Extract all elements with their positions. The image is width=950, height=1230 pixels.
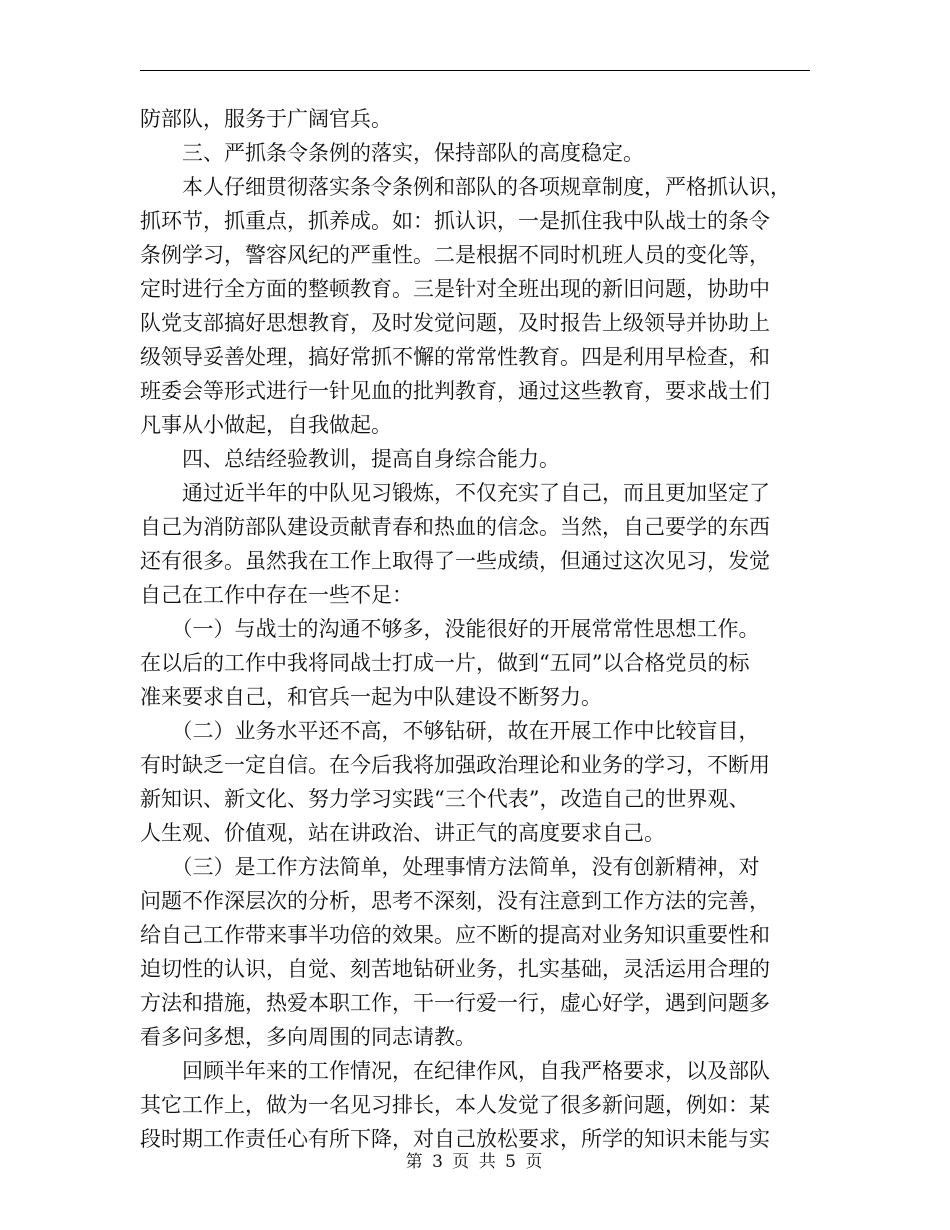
- text-line: 自己为消防部队建设贡献青春和热血的信念。当然，自己要学的东西: [140, 515, 770, 539]
- document-body: [140, 102, 810, 1156]
- text-line: 人生观、价值观，站在讲政治、讲正气的高度要求自己。: [140, 821, 665, 845]
- text-line: 条例学习，警容风纪的严重性。二是根据不同时机班人员的变化等，: [140, 243, 770, 267]
- text-line: 迫切性的认识，自觉、刻苦地钻研业务，扎实基础，灵活运用合理的: [140, 957, 770, 981]
- text-line: （一）与战士的沟通不够多，没能很好的开展常常性思想工作。: [140, 617, 760, 641]
- text-line: 看多问多想，多向周围的同志请教。: [140, 1025, 476, 1049]
- text-line: 给自己工作带来事半功倍的效果。应不断的提高对业务知识重要性和: [140, 923, 770, 947]
- text-line: 凡事从小做起，自我做起。: [140, 413, 392, 437]
- text-line: 方法和措施，热爱本职工作，干一行爱一行，虚心好学，遇到问题多: [140, 991, 770, 1015]
- text-line: 通过近半年的中队见习锻炼，不仅充实了自己，而且更加坚定了: [140, 481, 770, 505]
- text-line: 防部队，服务于广阔官兵。: [140, 107, 392, 131]
- header-rule: [140, 70, 810, 71]
- text-line: 段时期工作责任心有所下降，对自己放松要求，所学的知识未能与实: [140, 1127, 770, 1151]
- text-line: 定时进行全方面的整顿教育。三是针对全班出现的新旧问题，协助中: [140, 277, 770, 301]
- section-heading-4: 四、总结经验教训，提高自身综合能力。: [140, 447, 560, 471]
- section-heading-3: 三、严抓条令条例的落实，保持部队的高度稳定。: [140, 141, 644, 165]
- text-line: 问题不作深层次的分析，思考不深刻，没有注意到工作方法的完善，: [140, 889, 770, 913]
- text-line: 本人仔细贯彻落实条令条例和部队的各项规章制度，严格抓认识，: [140, 175, 791, 199]
- text-line: 新知识、新文化、努力学习实践“三个代表”，改造自己的世界观、: [140, 787, 750, 811]
- page-footer: [0, 1150, 950, 1174]
- text-line: （三）是工作方法简单，处理事情方法简单，没有创新精神，对: [140, 855, 760, 879]
- text-line: 有时缺乏一定自信。在今后我将加强政治理论和业务的学习，不断用: [140, 753, 770, 777]
- text-line: 在以后的工作中我将同战士打成一片，做到“五同”以合格党员的标: [140, 651, 750, 675]
- text-line: 其它工作上，做为一名见习排长，本人发觉了很多新问题，例如：某: [140, 1093, 770, 1117]
- text-line: 自己在工作中存在一些不足：: [140, 583, 413, 607]
- text-line: 还有很多。虽然我在工作上取得了一些成绩，但通过这次见习，发觉: [140, 549, 770, 573]
- text-line: （二）业务水平还不高，不够钻研，故在开展工作中比较盲目，: [140, 719, 760, 743]
- text-line: 班委会等形式进行一针见血的批判教育，通过这些教育，要求战士们: [140, 379, 770, 403]
- text-line: 抓环节，抓重点，抓养成。如：抓认识，一是抓住我中队战士的条令: [140, 209, 770, 233]
- page-number: 第 3 页 共 5 页: [405, 1152, 545, 1172]
- text-line: 回顾半年来的工作情况，在纪律作风，自我严格要求，以及部队: [140, 1059, 770, 1083]
- text-line: 准来要求自己，和官兵一起为中队建设不断努力。: [140, 685, 602, 709]
- text-line: 级领导妥善处理，搞好常抓不懈的常常性教育。四是利用早检查，和: [140, 345, 770, 369]
- text-line: 队党支部搞好思想教育，及时发觉问题，及时报告上级领导并协助上: [140, 311, 770, 335]
